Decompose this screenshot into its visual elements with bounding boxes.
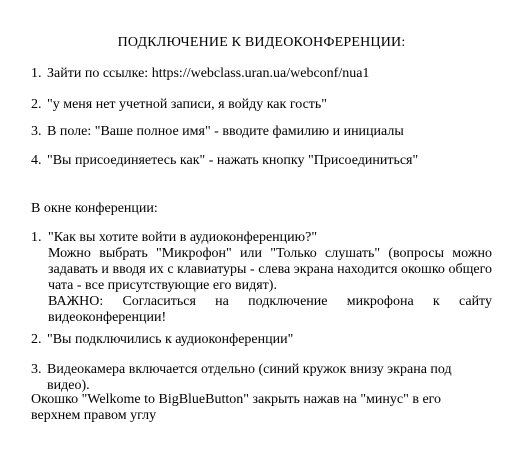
step-number: 4. <box>31 153 42 168</box>
conference-heading: В окне конференции: <box>31 201 158 216</box>
step-number: 3. <box>31 124 42 139</box>
step-number: 1. <box>31 230 42 245</box>
step-number: 2. <box>31 332 42 347</box>
conference-explanation: Можно выбрать "Микрофон" или "Только слушать" (вопросы можно задавать и вводя их с клавиатуры - слева экрана находится окошко общего чата - все присутствующие его видят). <box>48 246 492 293</box>
footer-note: Окошко "Welkome to BigBlueButton" закрыть нажав на "минус" в его верхнем правом углу <box>31 392 442 423</box>
step-text: Видеокамера включается отдельно (синий кружок внизу экрана под видео). <box>47 362 452 393</box>
step-text: Зайти по ссылке: https://webclass.uran.ua/webconf/nua1 <box>47 66 370 81</box>
conference-step-body <box>47 230 492 326</box>
step-text: "Вы подключились к аудиоконференции" <box>47 332 294 347</box>
step-number: 2. <box>31 97 42 112</box>
step-number: 3. <box>31 362 42 377</box>
step-text: В поле: "Ваше полное имя" - вводите фамилию и инициалы <box>47 124 404 139</box>
step-text: "у меня нет учетной записи, я войду как гость" <box>47 97 327 112</box>
conference-question: "Как вы хотите войти в аудиоконференцию?" <box>48 230 318 245</box>
document-title: ПОДКЛЮЧЕНИЕ К ВИДЕОКОНФЕРЕНЦИИ: <box>117 35 406 50</box>
step-number: 1. <box>31 66 42 81</box>
step-text: "Вы присоединяетесь как" - нажать кнопку "Присоединиться" <box>47 153 419 168</box>
conference-warning: ВАЖНО: Согласиться на подключение микрофона к сайту видеоконференции! <box>48 294 492 325</box>
